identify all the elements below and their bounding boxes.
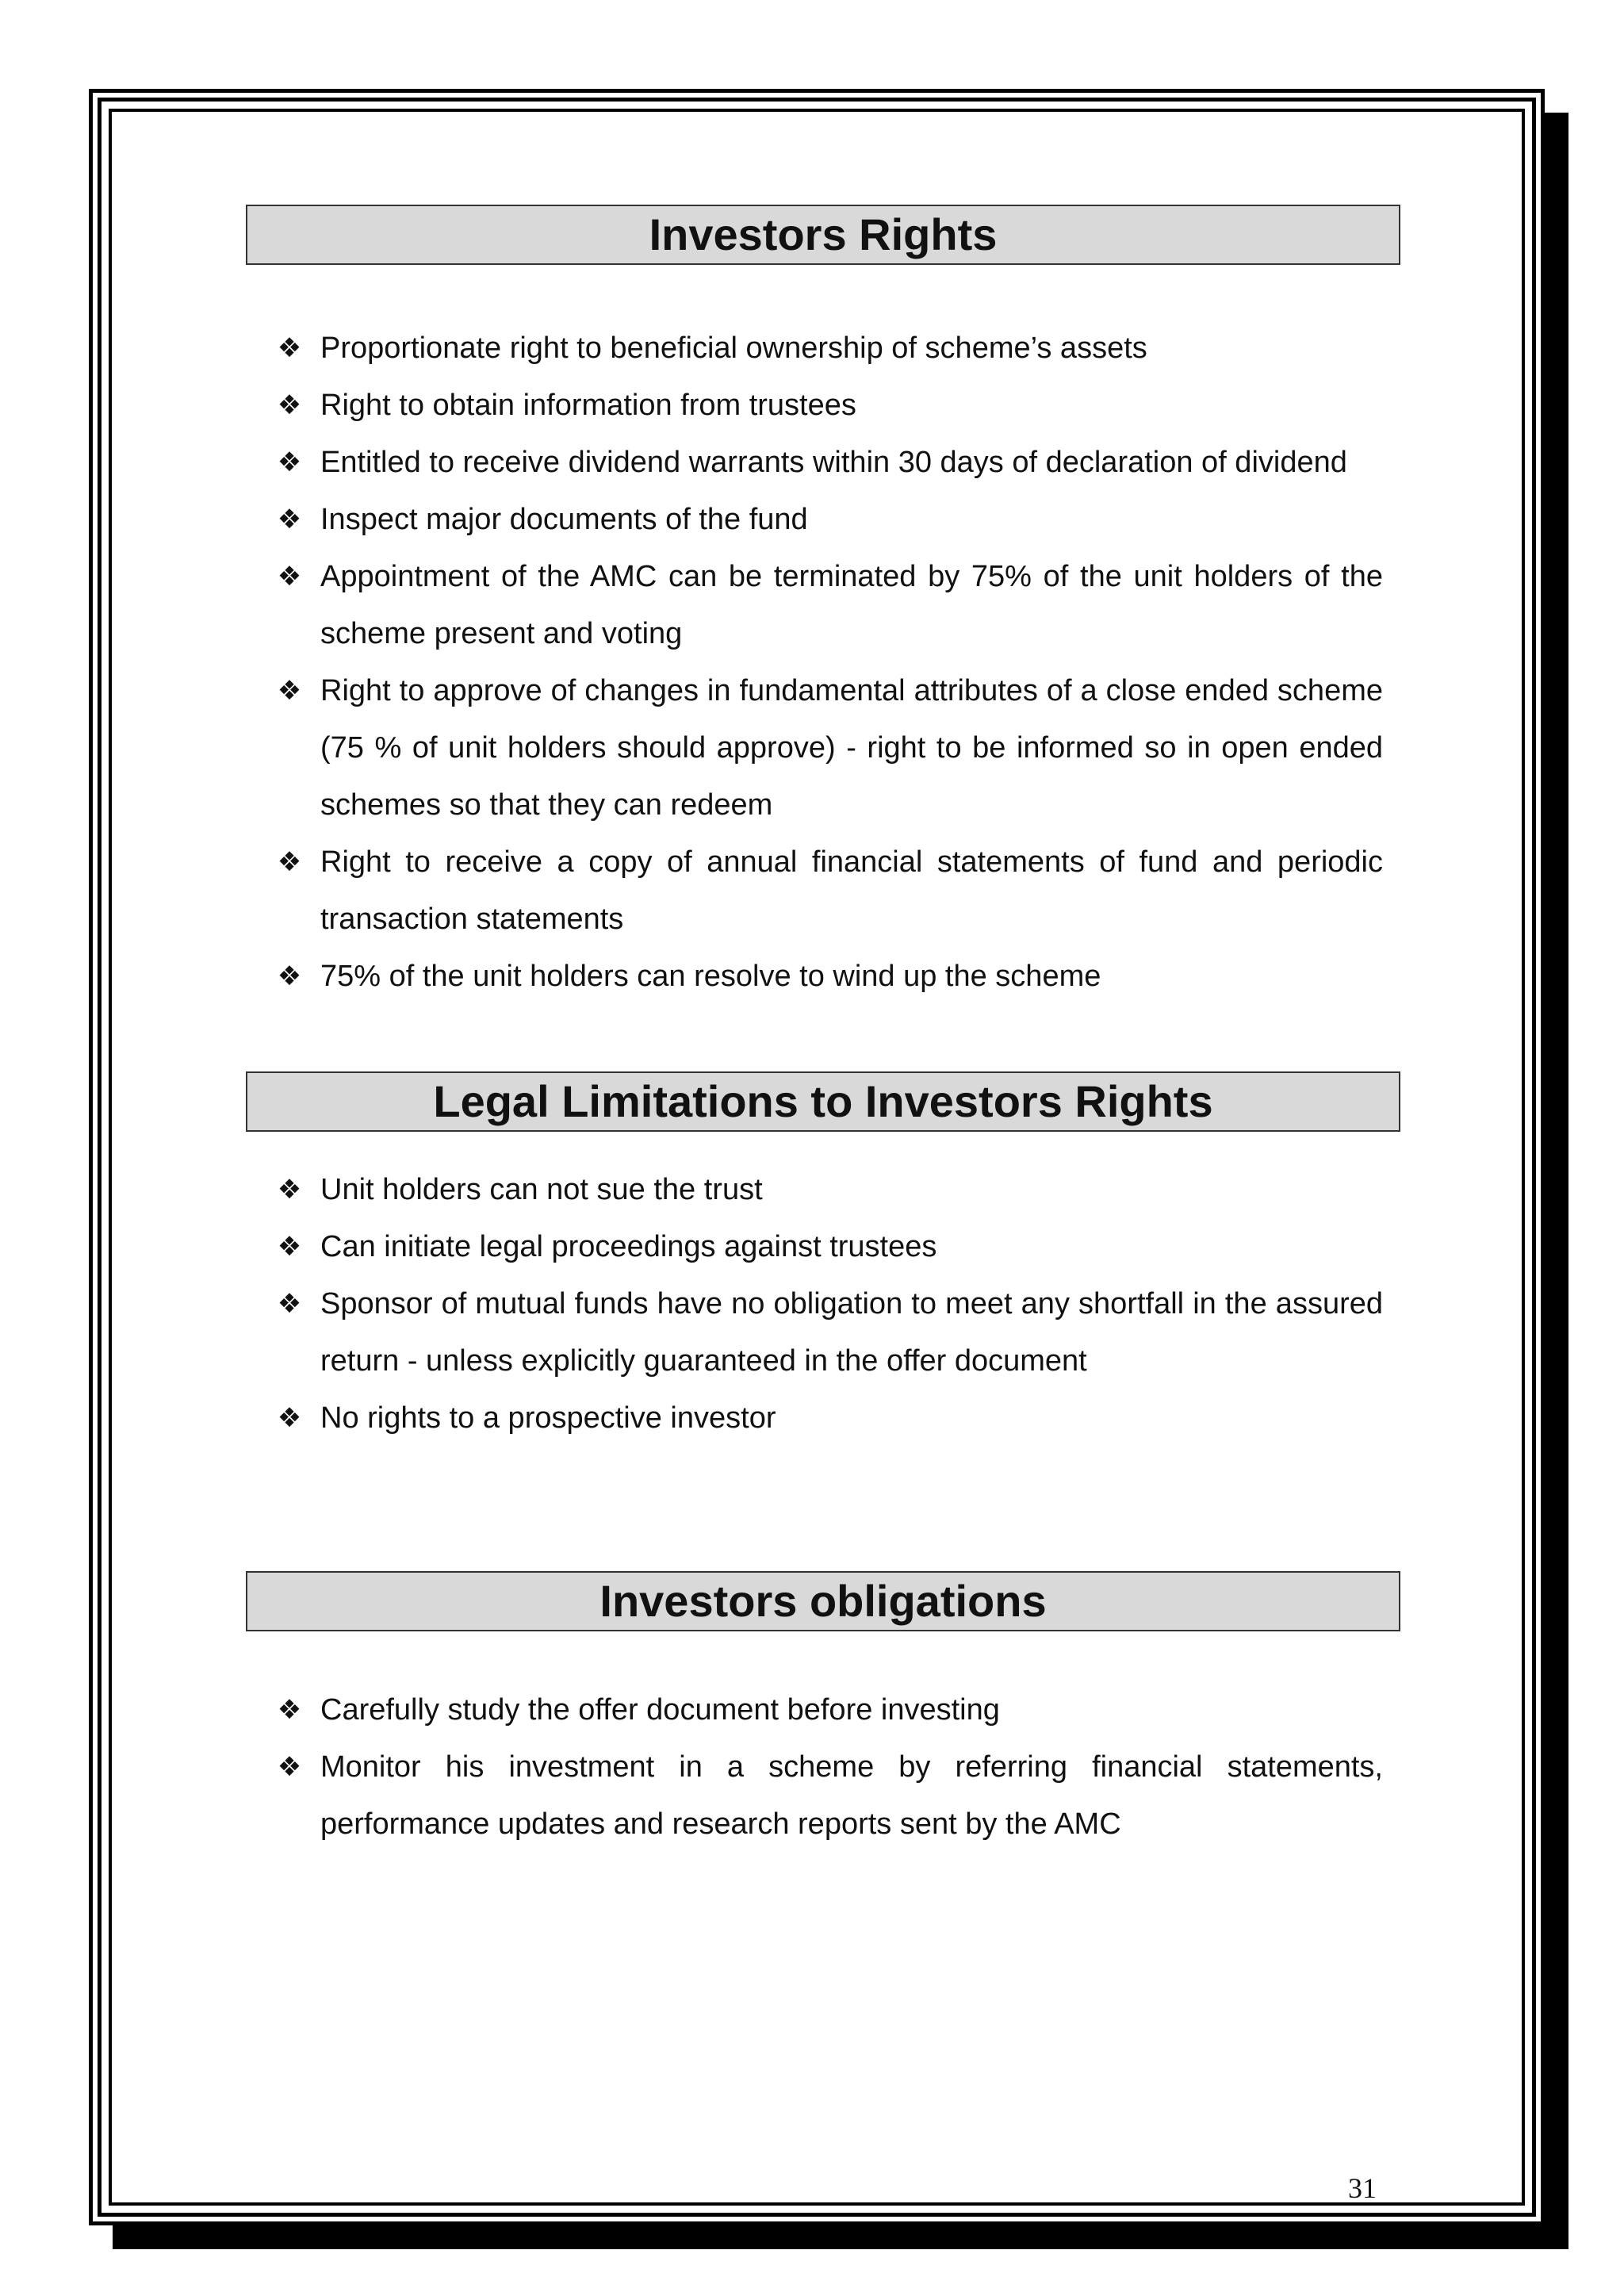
list-item bbox=[246, 1161, 1400, 1218]
list-item-text: Inspect major documents of the fund bbox=[320, 503, 808, 536]
diamond-quad-bullet-icon: ❖ bbox=[277, 561, 302, 592]
list-item-text: Right to approve of changes in fundamental attributes of a close ended scheme (75 % of unit holders should approve) - right to be informed so in open ended schemes so that they can redeem bbox=[320, 674, 1383, 822]
section-title-investors-obligations: Investors obligations bbox=[246, 1571, 1400, 1631]
legal-limitations-list bbox=[246, 1161, 1400, 1447]
page-number: 31 bbox=[1348, 2172, 1377, 2204]
diamond-quad-bullet-icon: ❖ bbox=[277, 1694, 302, 1726]
investors-obligations-list bbox=[246, 1681, 1400, 1853]
list-item-text: Right to receive a copy of annual financial statements of fund and periodic transaction statements bbox=[320, 845, 1383, 936]
list-item bbox=[246, 320, 1400, 377]
diamond-quad-bullet-icon: ❖ bbox=[277, 504, 302, 535]
section-title-legal-limitations: Legal Limitations to Investors Rights bbox=[246, 1071, 1400, 1132]
section-title-investors-rights: Investors Rights bbox=[246, 205, 1400, 265]
list-item-text: Entitled to receive dividend warrants within 30 days of declaration of dividend bbox=[320, 446, 1347, 479]
diamond-quad-bullet-icon: ❖ bbox=[277, 846, 302, 878]
list-item-text: Monitor his investment in a scheme by referring financial statements, performance updates and research reports sent by the AMC bbox=[320, 1750, 1383, 1841]
list-item bbox=[246, 834, 1400, 948]
list-item bbox=[246, 377, 1400, 434]
list-item-text: Unit holders can not sue the trust bbox=[320, 1173, 763, 1206]
diamond-quad-bullet-icon: ❖ bbox=[277, 1751, 302, 1783]
list-item bbox=[246, 491, 1400, 548]
diamond-quad-bullet-icon: ❖ bbox=[277, 1288, 302, 1320]
diamond-quad-bullet-icon: ❖ bbox=[277, 332, 302, 364]
diamond-quad-bullet-icon: ❖ bbox=[277, 447, 302, 478]
list-item bbox=[246, 1218, 1400, 1275]
list-item-text: 75% of the unit holders can resolve to wind up the scheme bbox=[320, 960, 1101, 993]
list-item-text: Right to obtain information from trustees bbox=[320, 389, 856, 422]
list-item bbox=[246, 548, 1400, 662]
list-item-text: Proportionate right to beneficial ownership of scheme’s assets bbox=[320, 332, 1147, 365]
list-item-text: Appointment of the AMC can be terminated by 75% of the unit holders of the scheme present and voting bbox=[320, 560, 1383, 650]
investors-rights-list bbox=[246, 320, 1400, 1005]
list-item bbox=[246, 1681, 1400, 1738]
diamond-quad-bullet-icon: ❖ bbox=[277, 1402, 302, 1434]
list-item bbox=[246, 662, 1400, 834]
page-content bbox=[246, 205, 1400, 1853]
list-item-text: Can initiate legal proceedings against trustees bbox=[320, 1230, 937, 1263]
list-item-text: Carefully study the offer document before investing bbox=[320, 1693, 1000, 1727]
list-item bbox=[246, 1738, 1400, 1853]
diamond-quad-bullet-icon: ❖ bbox=[277, 1174, 302, 1205]
list-item bbox=[246, 1275, 1400, 1389]
diamond-quad-bullet-icon: ❖ bbox=[277, 675, 302, 707]
diamond-quad-bullet-icon: ❖ bbox=[277, 389, 302, 421]
list-item-text: Sponsor of mutual funds have no obligation to meet any shortfall in the assured return - unless explicitly guaranteed in the offer document bbox=[320, 1287, 1383, 1378]
list-item-text: No rights to a prospective investor bbox=[320, 1401, 776, 1435]
list-item bbox=[246, 1389, 1400, 1447]
diamond-quad-bullet-icon: ❖ bbox=[277, 1231, 302, 1263]
list-item bbox=[246, 948, 1400, 1005]
list-item bbox=[246, 434, 1400, 491]
diamond-quad-bullet-icon: ❖ bbox=[277, 960, 302, 992]
